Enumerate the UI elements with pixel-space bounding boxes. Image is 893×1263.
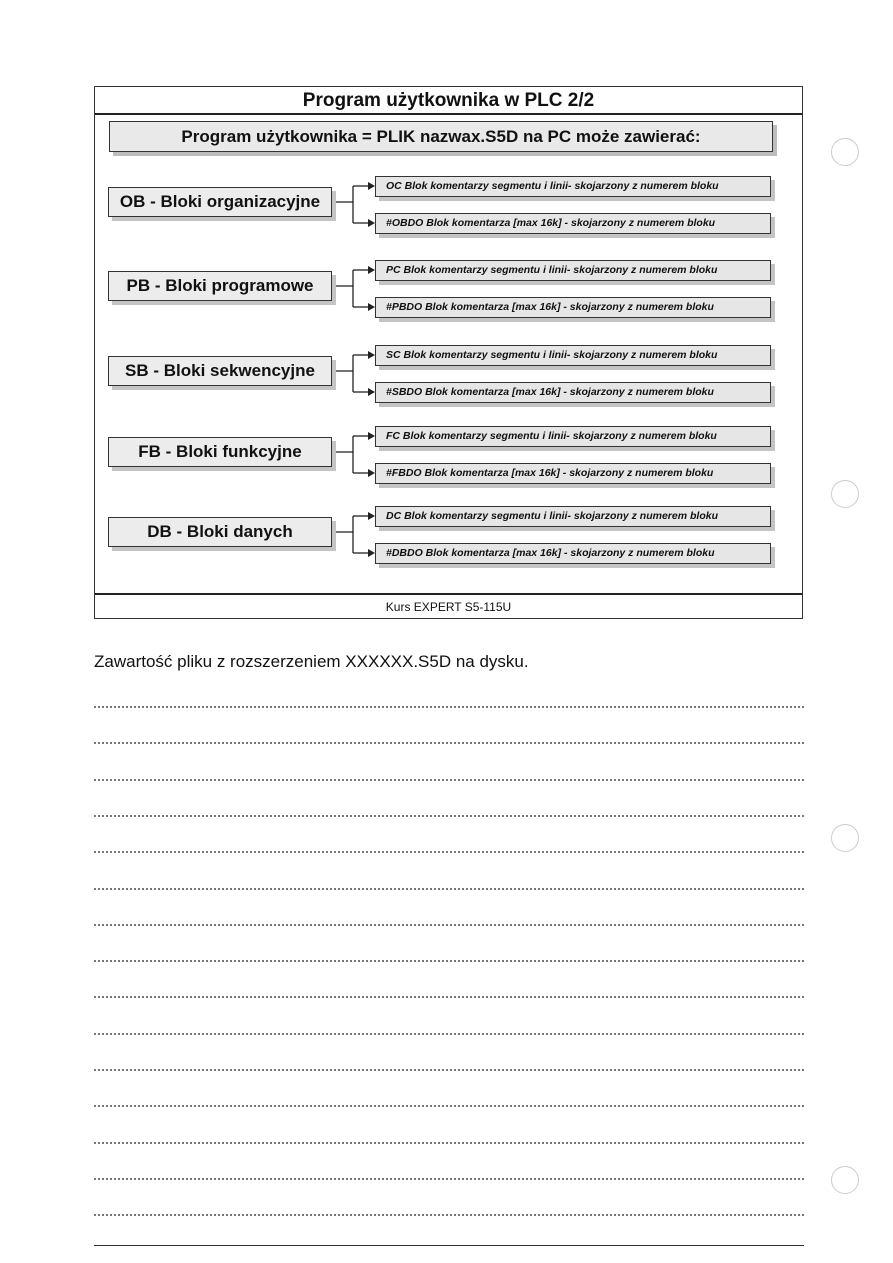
answer-dotted-line: [94, 851, 804, 853]
block-subitem: #PBDO Blok komentarza [max 16k] - skojarzony z numerem bloku: [375, 297, 771, 318]
arrow-head-icon: [368, 388, 375, 396]
block-category: DB - Bloki danych: [108, 517, 332, 547]
answer-dotted-line: [94, 1105, 804, 1107]
punch-hole: [831, 824, 859, 852]
answer-dotted-line: [94, 815, 804, 817]
slide-title: Program użytkownika w PLC 2/2: [95, 87, 802, 115]
arrow-head-icon: [368, 469, 375, 477]
answer-dotted-line: [94, 742, 804, 744]
punch-hole: [831, 480, 859, 508]
answer-dotted-line: [94, 924, 804, 926]
arrow-head-icon: [368, 432, 375, 440]
arrow-head-icon: [368, 512, 375, 520]
answer-dotted-line: [94, 1214, 804, 1216]
block-category: FB - Bloki funkcyjne: [108, 437, 332, 467]
block-category: PB - Bloki programowe: [108, 271, 332, 301]
arrow-head-icon: [368, 549, 375, 557]
footer-rule: [95, 593, 802, 595]
punch-hole: [831, 1166, 859, 1194]
arrow-head-icon: [368, 351, 375, 359]
block-category: SB - Bloki sekwencyjne: [108, 356, 332, 386]
answer-dotted-line: [94, 888, 804, 890]
arrow-head-icon: [368, 303, 375, 311]
answer-dotted-line: [94, 1033, 804, 1035]
answer-dotted-line: [94, 706, 804, 708]
answer-dotted-line: [94, 960, 804, 962]
slide-footer: Kurs EXPERT S5-115U: [385, 600, 512, 614]
bottom-rule: [94, 1245, 804, 1246]
answer-dotted-line: [94, 1178, 804, 1180]
answer-dotted-line: [94, 779, 804, 781]
punch-hole: [831, 138, 859, 166]
arrow-head-icon: [368, 182, 375, 190]
block-subitem: #FBDO Blok komentarza [max 16k] - skojarzony z numerem bloku: [375, 463, 771, 484]
block-subitem: DC Blok komentarzy segmentu i linii- skojarzony z numerem bloku: [375, 506, 771, 527]
worksheet-caption: Zawartość pliku z rozszerzeniem XXXXXX.S5D na dysku.: [94, 652, 529, 671]
block-subitem: PC Blok komentarzy segmentu i linii- skojarzony z numerem bloku: [375, 260, 771, 281]
block-subitem: #OBDO Blok komentarza [max 16k] - skojarzony z numerem bloku: [375, 213, 771, 234]
block-subitem: OC Blok komentarzy segmentu i linii- skojarzony z numerem bloku: [375, 176, 771, 197]
block-subitem: FC Blok komentarzy segmentu i linii- skojarzony z numerem bloku: [375, 426, 771, 447]
slide-frame: [94, 86, 803, 619]
answer-dotted-line: [94, 996, 804, 998]
slide-subtitle: Program użytkownika = PLIK nazwax.S5D na PC może zawierać:: [109, 121, 773, 152]
block-subitem: #DBDO Blok komentarza [max 16k] - skojarzony z numerem bloku: [375, 543, 771, 564]
block-subitem: SC Blok komentarzy segmentu i linii- skojarzony z numerem bloku: [375, 345, 771, 366]
block-subitem: #SBDO Blok komentarza [max 16k] - skojarzony z numerem bloku: [375, 382, 771, 403]
arrow-head-icon: [368, 219, 375, 227]
block-category: OB - Bloki organizacyjne: [108, 187, 332, 217]
answer-dotted-line: [94, 1142, 804, 1144]
answer-dotted-line: [94, 1069, 804, 1071]
arrow-head-icon: [368, 266, 375, 274]
